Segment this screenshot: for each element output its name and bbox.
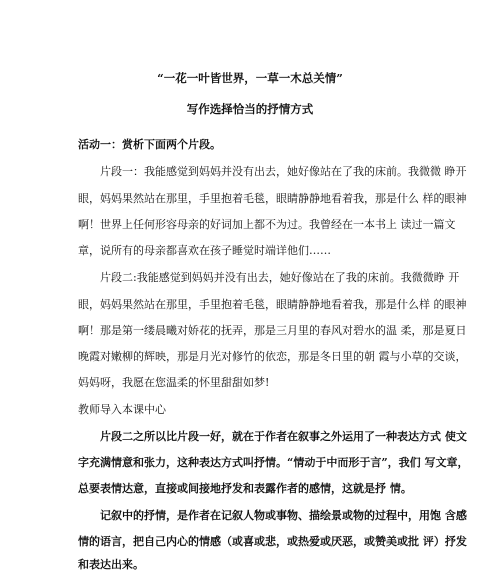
para1-line: 片段一：我能感觉到妈妈并没有出去，她好像站在了我的床前。我微微 睁开: [100, 165, 467, 178]
quote-title: “一花一叶皆世界，一草一木总关情”: [157, 71, 343, 85]
activity-heading: 活动一：赏析下面两个片段。: [78, 138, 221, 151]
para2-line: 眼，妈妈果然站在那里，手里抱着毛毯，眼睛静静地看着我，那是什么样 的眼神: [78, 298, 467, 311]
para2-line: 片段二:我能感觉到妈妈并没有出去，她好像站在了我的床前。我微微睁 开: [100, 271, 460, 284]
para4-line: 情的语言，把自己内心的情感（或喜或悲，或热爱或厌恶，或赞美或批 评）抒发: [78, 535, 467, 548]
para1-line: 眼，妈妈果然站在那里，手里抱着毛毯，眼睛静静地看着我，那是什么 样的眼神: [78, 192, 467, 205]
teacher-intro: 教师导入本课中心: [78, 403, 166, 416]
para1-line: 啊！世界上任何形容母亲的好词加上都不为过。我曾经在一本书上 读过一篇文: [78, 218, 456, 231]
para3-line: 片段二之所以比片段一好，就在于作者在叙事之外运用了一种表达方式 使文: [100, 430, 467, 443]
para3-line: 总要表情达意，直接或间接地抒发和表露作者的感情，这就是抒 情。: [78, 482, 412, 495]
para4-line: 和表达出来。: [78, 558, 144, 571]
para2-line: 妈妈呀，我愿在您温柔的怀里甜甜如梦!: [78, 376, 270, 389]
para1-line: 章，说所有的母亲都喜欢在孩子睡觉时端详他们……: [78, 244, 331, 257]
para3-line: 字充满情意和张力，这种表达方式叫抒情。“情动于中而形于言”，我们 写文章，: [78, 456, 469, 469]
page-subtitle: 写作选择恰当的抒情方式: [186, 102, 314, 116]
para4-line: 记叙中的抒情，是作者在记叙人物或事物、描绘景或物的过程中，用饱 含感: [100, 509, 467, 522]
para2-line: 晚霞对嫩柳的辉映，那是月光对修竹的依恋，那是冬日里的朝 霞与小草的交谈，: [78, 350, 467, 363]
para2-line: 啊！那是第一缕晨曦对娇花的抚弄，那是三月里的春风对碧水的温 柔，那是夏日: [78, 324, 467, 337]
